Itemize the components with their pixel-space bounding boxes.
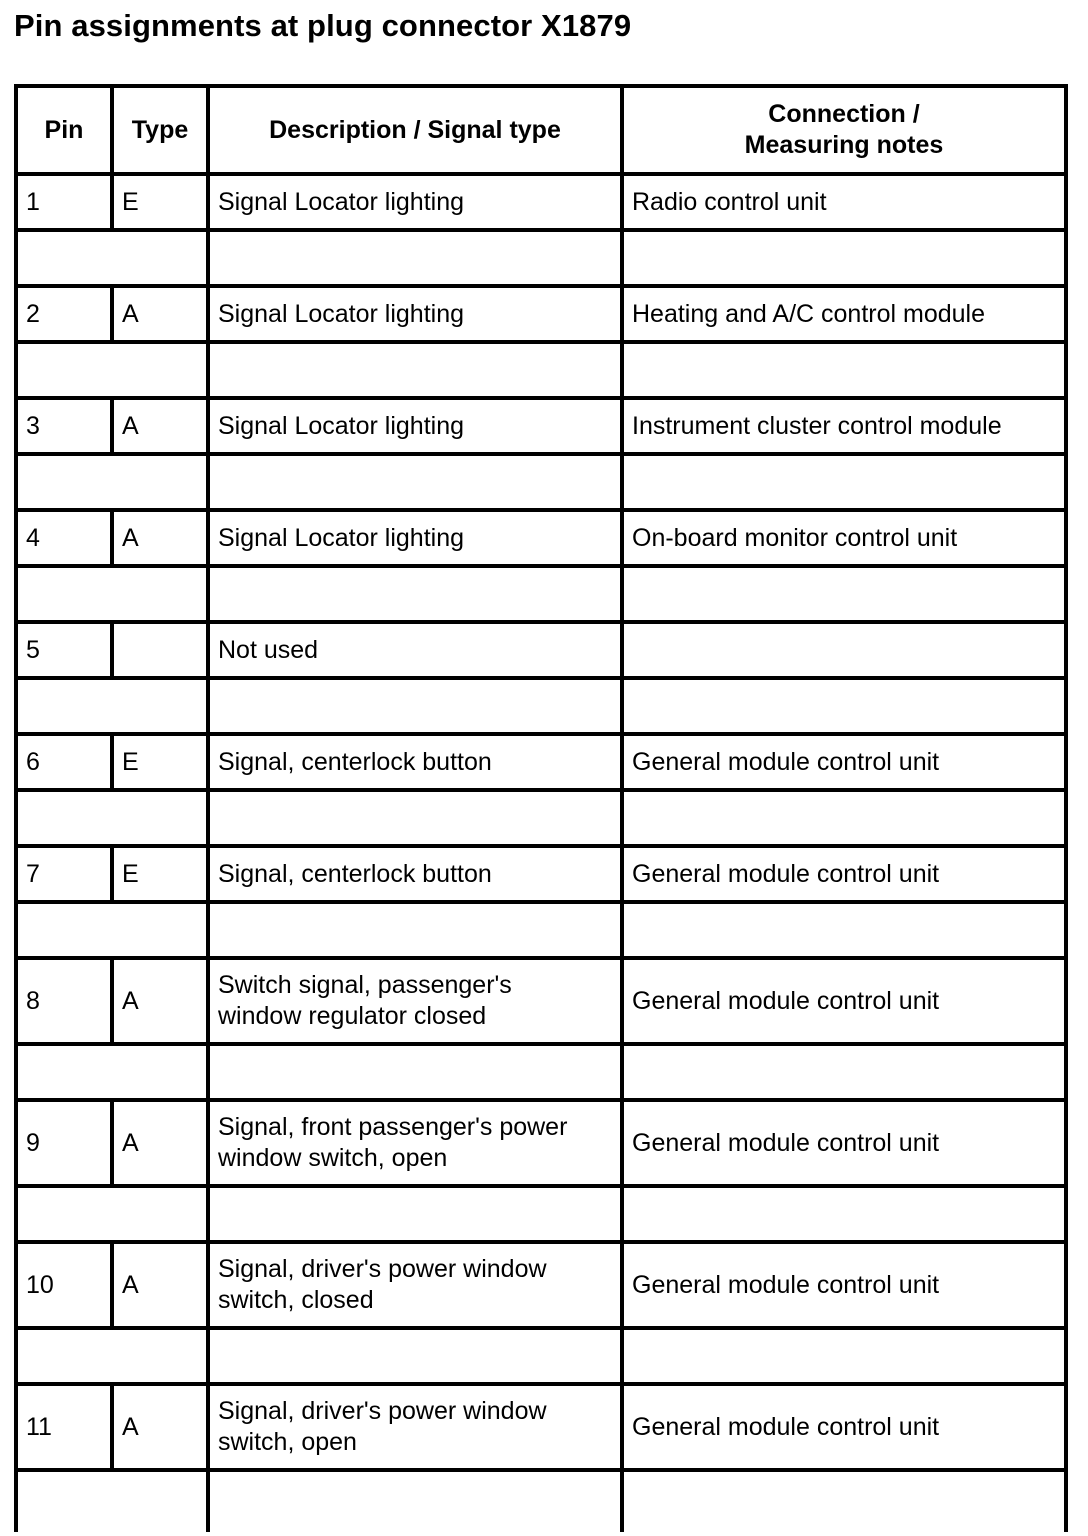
description-line: Signal Locator lighting	[218, 523, 464, 552]
description-cell	[208, 1242, 622, 1328]
table-row	[16, 174, 1066, 230]
header-description: Description / Signal type	[208, 86, 622, 174]
table-row	[16, 1100, 1066, 1186]
description-cell	[208, 398, 622, 454]
pin-number-cell: 3	[16, 398, 112, 454]
table-header-row	[16, 86, 1066, 174]
spacer-cell	[16, 1186, 208, 1242]
header-pin: Pin	[16, 86, 112, 174]
spacer-cell	[622, 902, 1066, 958]
spacer-cell	[208, 1470, 622, 1532]
pin-type-cell: E	[112, 734, 208, 790]
connection-cell: General module control unit	[622, 734, 1066, 790]
description-line: Signal Locator lighting	[218, 299, 464, 328]
pin-number-cell: 6	[16, 734, 112, 790]
description-line: window switch, open	[218, 1144, 448, 1172]
table-body	[16, 174, 1066, 1532]
description-line: Signal, centerlock button	[218, 747, 492, 776]
connection-cell: On-board monitor control unit	[622, 510, 1066, 566]
description-line: Signal, driver's power window	[218, 1255, 547, 1283]
description-cell	[208, 1384, 622, 1470]
connection-cell: General module control unit	[622, 846, 1066, 902]
pin-type-cell: A	[112, 1384, 208, 1470]
spacer-cell	[208, 1186, 622, 1242]
pin-type-cell: A	[112, 1242, 208, 1328]
spacer-cell	[208, 1044, 622, 1100]
spacer-cell	[208, 1328, 622, 1384]
spacer-cell	[16, 230, 208, 286]
description-cell	[208, 846, 622, 902]
description-cell	[208, 734, 622, 790]
spacer-cell	[208, 454, 622, 510]
pin-assignment-table-wrapper	[14, 84, 1064, 1532]
connection-cell: General module control unit	[622, 958, 1066, 1044]
spacer-row	[16, 230, 1066, 286]
spacer-cell	[622, 1470, 1066, 1532]
description-cell	[208, 622, 622, 678]
description-line: Signal, centerlock button	[218, 859, 492, 888]
spacer-cell	[16, 566, 208, 622]
connection-cell: Instrument cluster control module	[622, 398, 1066, 454]
pin-type-cell: E	[112, 174, 208, 230]
table-row	[16, 958, 1066, 1044]
description-line: window regulator closed	[218, 1002, 487, 1030]
header-connection-line-2: Measuring notes	[744, 131, 944, 159]
spacer-cell	[16, 790, 208, 846]
pin-type-cell: A	[112, 1100, 208, 1186]
spacer-row	[16, 790, 1066, 846]
spacer-cell	[16, 678, 208, 734]
spacer-cell	[622, 678, 1066, 734]
spacer-cell	[208, 790, 622, 846]
description-cell	[208, 286, 622, 342]
pin-type-cell: E	[112, 846, 208, 902]
spacer-cell	[16, 454, 208, 510]
description-line: switch, open	[218, 1428, 357, 1456]
spacer-row	[16, 342, 1066, 398]
spacer-row	[16, 566, 1066, 622]
header-type: Type	[112, 86, 208, 174]
header-connection-line-1: Connection /	[768, 100, 920, 128]
description-line: Signal, front passenger's power	[218, 1113, 568, 1141]
connection-cell: Radio control unit	[622, 174, 1066, 230]
pin-number-cell: 5	[16, 622, 112, 678]
pin-number-cell: 2	[16, 286, 112, 342]
connection-cell: General module control unit	[622, 1242, 1066, 1328]
spacer-cell	[208, 230, 622, 286]
spacer-cell	[622, 790, 1066, 846]
table-row	[16, 846, 1066, 902]
description-cell	[208, 1100, 622, 1186]
pin-type-cell	[112, 622, 208, 678]
spacer-cell	[208, 566, 622, 622]
spacer-cell	[622, 1186, 1066, 1242]
spacer-cell	[622, 566, 1066, 622]
spacer-cell	[16, 902, 208, 958]
spacer-cell	[622, 1044, 1066, 1100]
table-row	[16, 734, 1066, 790]
table-row	[16, 398, 1066, 454]
spacer-cell	[16, 1044, 208, 1100]
connection-cell: General module control unit	[622, 1384, 1066, 1470]
table-row	[16, 1384, 1066, 1470]
header-connection	[622, 86, 1066, 174]
spacer-row	[16, 1044, 1066, 1100]
pin-number-cell: 9	[16, 1100, 112, 1186]
connection-cell: General module control unit	[622, 1100, 1066, 1186]
spacer-row	[16, 1186, 1066, 1242]
pin-number-cell: 11	[16, 1384, 112, 1470]
pin-number-cell: 8	[16, 958, 112, 1044]
pin-assignment-table	[14, 84, 1068, 1532]
spacer-cell	[622, 342, 1066, 398]
spacer-cell	[622, 230, 1066, 286]
spacer-row	[16, 902, 1066, 958]
spacer-cell	[622, 1328, 1066, 1384]
table-row	[16, 622, 1066, 678]
description-line: Not used	[218, 635, 319, 664]
connection-cell: Heating and A/C control module	[622, 286, 1066, 342]
spacer-cell	[208, 342, 622, 398]
pin-type-cell: A	[112, 398, 208, 454]
description-line: Signal Locator lighting	[218, 187, 464, 216]
table-row	[16, 510, 1066, 566]
spacer-row	[16, 678, 1066, 734]
description-cell	[208, 958, 622, 1044]
spacer-row	[16, 1328, 1066, 1384]
pin-type-cell: A	[112, 510, 208, 566]
pin-number-cell: 7	[16, 846, 112, 902]
description-line: Signal, driver's power window	[218, 1397, 547, 1425]
pin-type-cell: A	[112, 958, 208, 1044]
spacer-cell	[622, 454, 1066, 510]
table-row	[16, 1242, 1066, 1328]
connection-cell	[622, 622, 1066, 678]
spacer-cell	[208, 902, 622, 958]
spacer-row	[16, 1470, 1066, 1532]
table-row	[16, 286, 1066, 342]
description-cell	[208, 510, 622, 566]
pin-number-cell: 1	[16, 174, 112, 230]
pin-number-cell: 10	[16, 1242, 112, 1328]
pin-type-cell: A	[112, 286, 208, 342]
description-line: Switch signal, passenger's	[218, 971, 512, 999]
spacer-cell	[16, 1470, 208, 1532]
spacer-cell	[208, 678, 622, 734]
page-title: Pin assignments at plug connector X1879	[14, 8, 632, 43]
description-line: Signal Locator lighting	[218, 411, 464, 440]
description-cell	[208, 174, 622, 230]
spacer-cell	[16, 1328, 208, 1384]
spacer-row	[16, 454, 1066, 510]
spacer-cell	[16, 342, 208, 398]
description-line: switch, closed	[218, 1286, 374, 1314]
pin-number-cell: 4	[16, 510, 112, 566]
